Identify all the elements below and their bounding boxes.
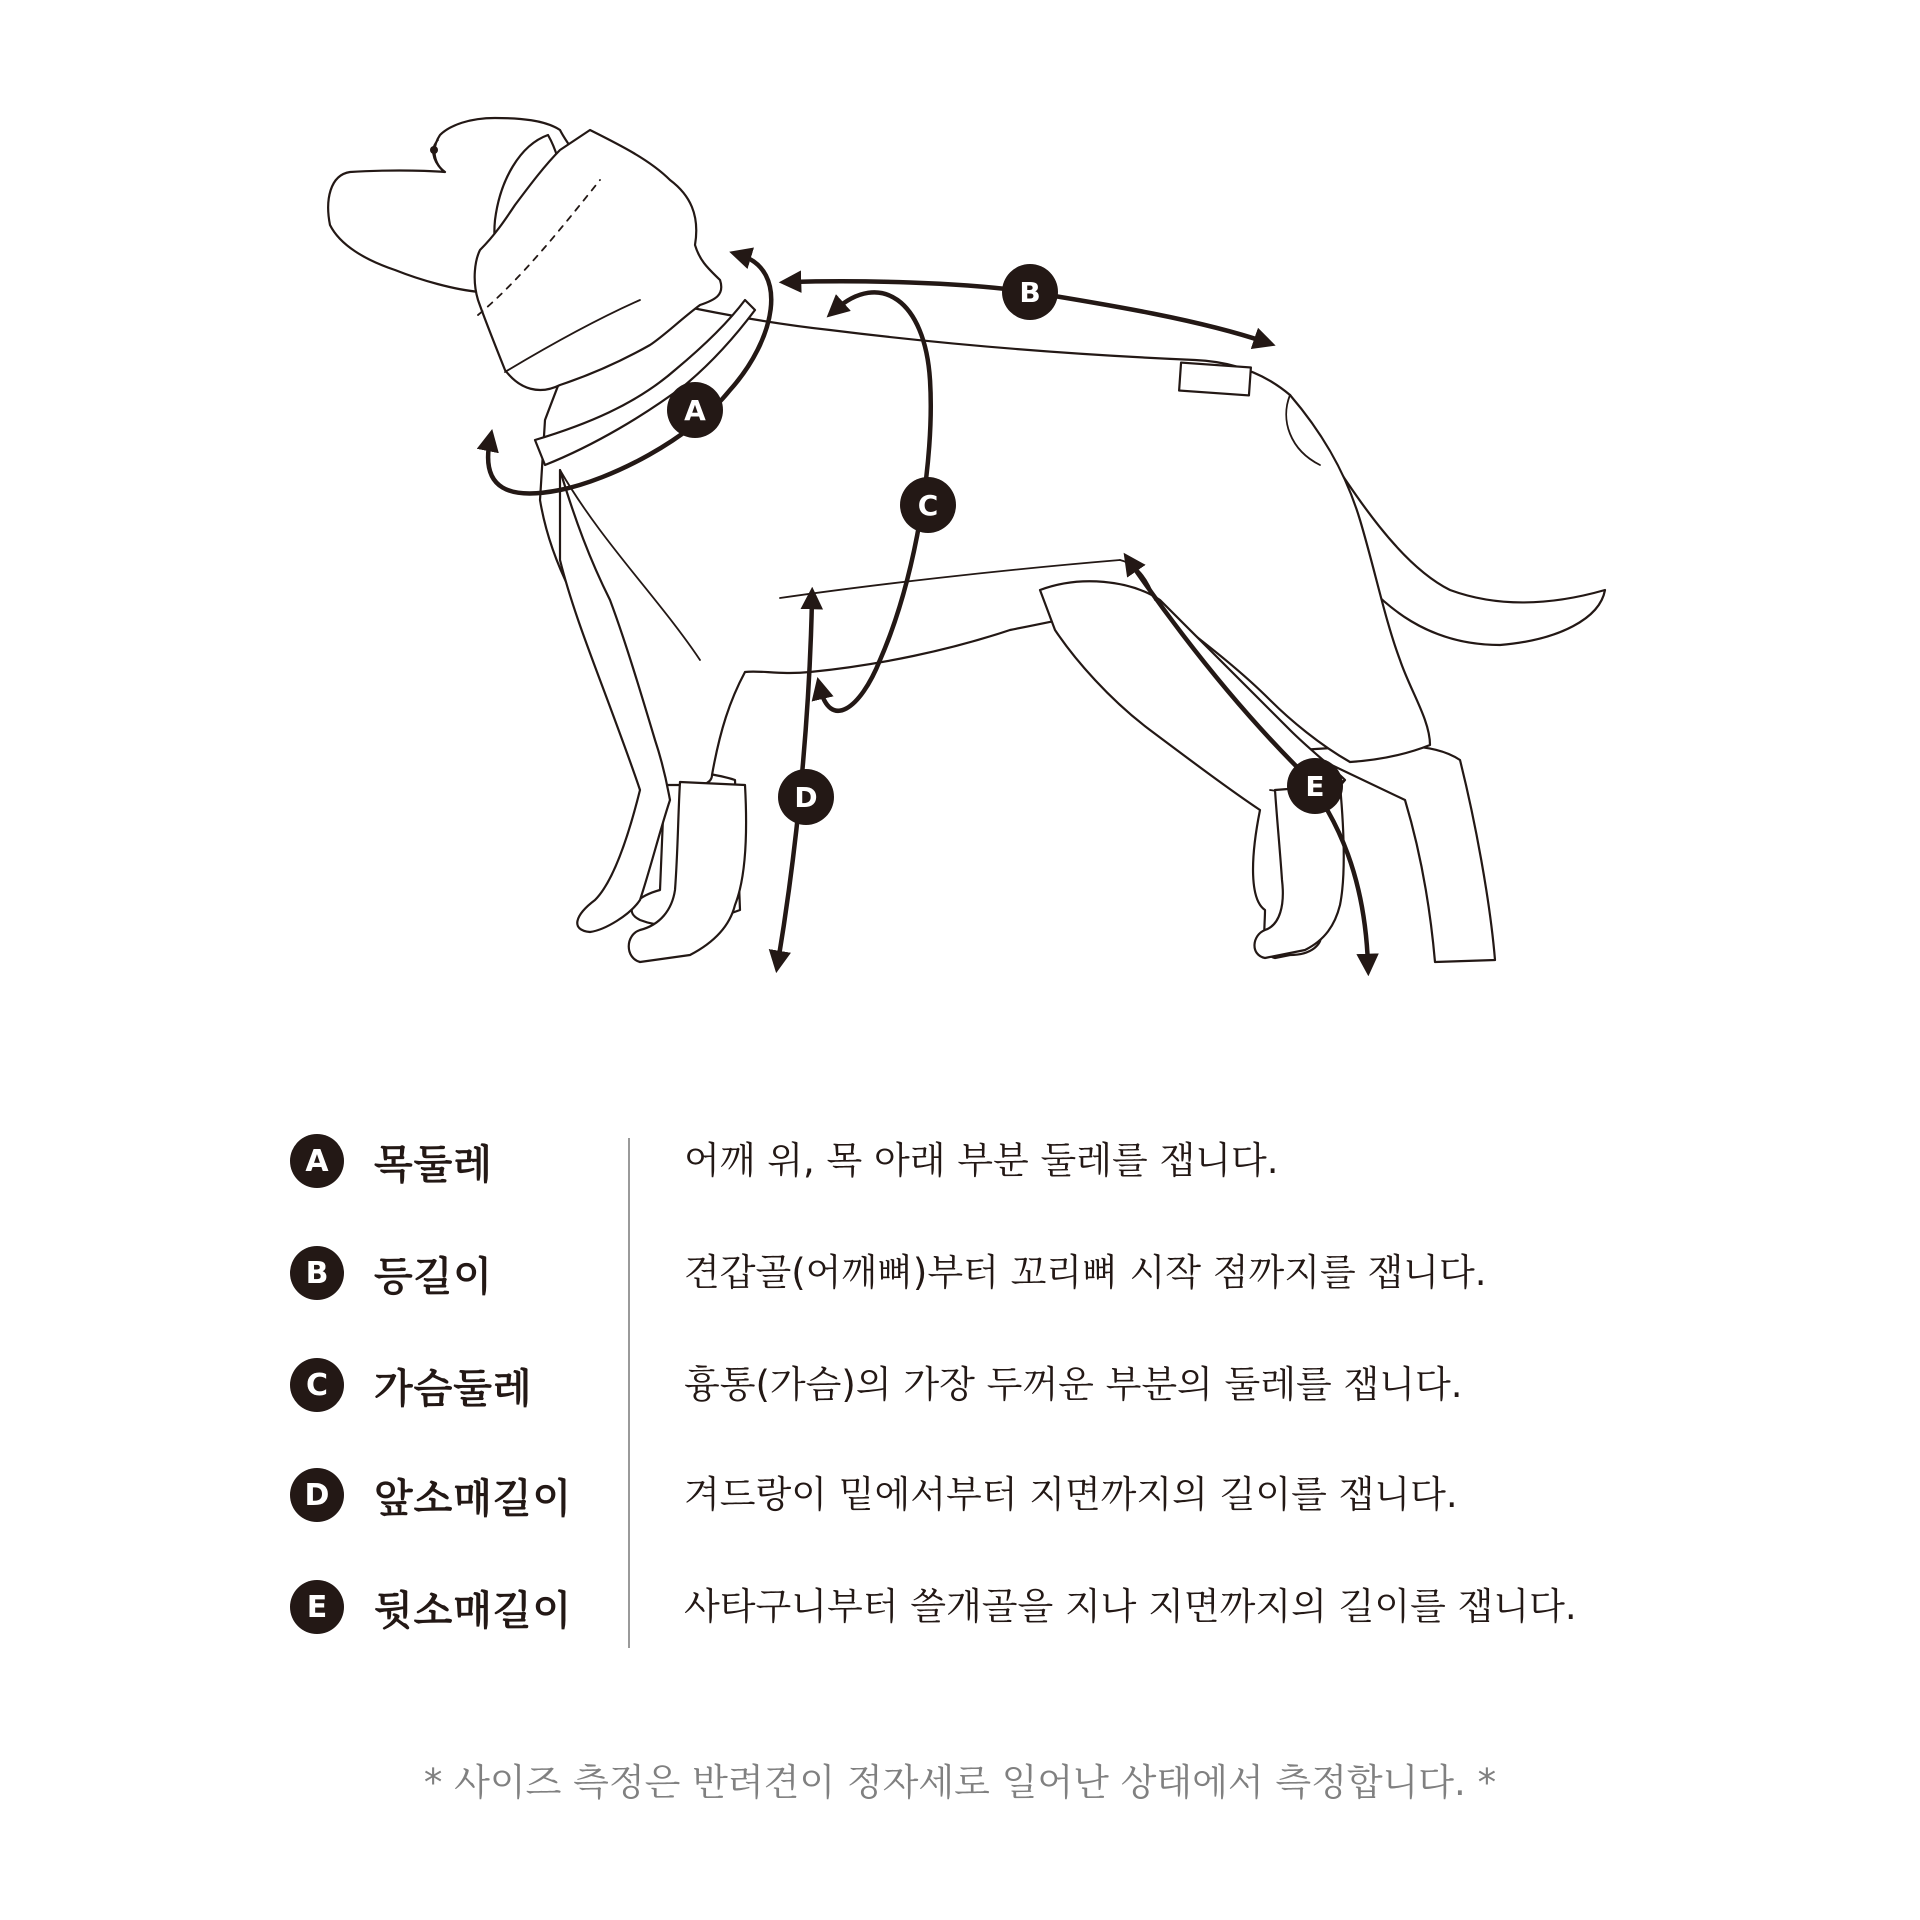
measurement-description: 어깨 위, 목 아래 부분 둘레를 잽니다. xyxy=(684,1139,1279,1182)
legend-row-e xyxy=(290,1572,572,1642)
badge-c xyxy=(900,477,956,533)
measurement-name: 뒷소매길이 xyxy=(374,1587,573,1634)
measurement-description: 견갑골(어깨뼈)부터 꼬리뼈 시작 점까지를 잽니다. xyxy=(684,1251,1487,1294)
clothing-tag xyxy=(1179,363,1251,396)
badge-d-legend: D xyxy=(290,1468,344,1522)
badge-b xyxy=(1002,264,1058,320)
dog-body xyxy=(540,285,1430,785)
measurement-description: 흉통(가슴)의 가장 두꺼운 부분의 둘레를 잽니다. xyxy=(684,1363,1463,1406)
measurement-name: 앞소매길이 xyxy=(374,1475,573,1522)
badge-d xyxy=(778,769,834,825)
dog-eye xyxy=(430,146,438,154)
measurement-name: 목둘레 xyxy=(374,1141,493,1188)
measurement-name: 등길이 xyxy=(374,1253,493,1300)
svg-text:E: E xyxy=(1305,770,1325,803)
badge-e xyxy=(1287,758,1343,814)
measurement-footnote: * 사이즈 측정은 반려견이 정자세로 일어난 상태에서 측정합니다. * xyxy=(423,1761,1497,1804)
legend-row-c xyxy=(290,1350,533,1420)
svg-text:C: C xyxy=(917,489,939,522)
measurement-description: 사타구니부터 쓸개골을 지나 지면까지의 길이를 잽니다. xyxy=(684,1585,1577,1628)
badge-a-legend: A xyxy=(290,1134,344,1188)
legend-row-d xyxy=(290,1460,572,1530)
badge-b-legend: B xyxy=(290,1246,344,1300)
measurement-name: 가슴둘레 xyxy=(374,1365,533,1412)
legend-row-a xyxy=(290,1126,493,1196)
svg-text:B: B xyxy=(1019,276,1041,309)
badge-e-legend: E xyxy=(290,1580,344,1634)
badge-a xyxy=(667,382,723,438)
legend-row-b xyxy=(290,1238,493,1308)
svg-text:D: D xyxy=(794,781,818,814)
legend-divider xyxy=(628,1138,630,1648)
svg-text:A: A xyxy=(684,394,706,427)
badge-c-legend: C xyxy=(290,1358,344,1412)
measurement-description: 겨드랑이 밑에서부터 지면까지의 길이를 잽니다. xyxy=(684,1473,1458,1516)
